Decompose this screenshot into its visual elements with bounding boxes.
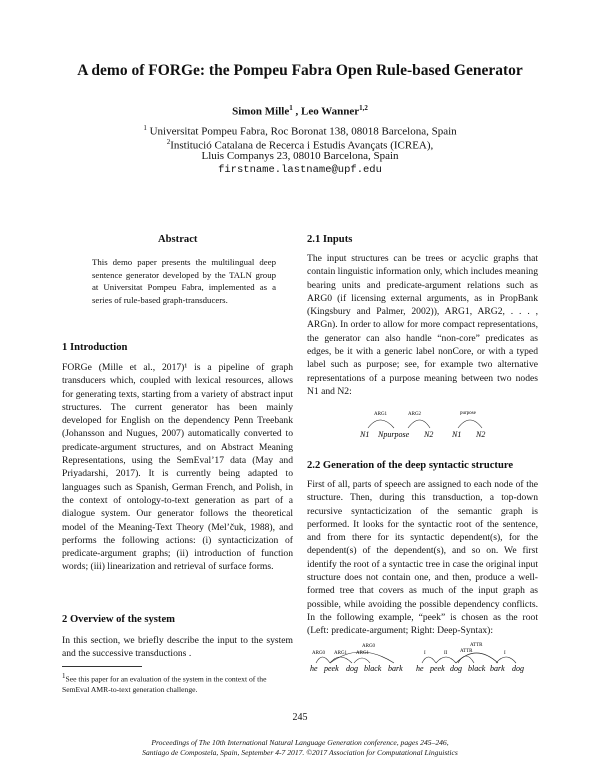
arc <box>354 658 370 663</box>
abstract-text: This demo paper presents the multilingual deep sentence generator developed by the TALN group at Universitat Pompeu Fabra, implemented as a series of rule-based graph-transducers. <box>92 257 276 305</box>
arc <box>330 657 352 663</box>
figure-2 <box>310 641 540 673</box>
word: peek <box>430 664 445 673</box>
section-2-text: In this section, we briefly describe the input to the system and the successive transductions . <box>62 635 293 660</box>
footnote-text: See this paper for an evaluation of the system in the context of the SemEval AMR-to-text generation challenge. <box>62 674 267 694</box>
word: black <box>468 664 486 673</box>
node: N2 <box>424 430 434 439</box>
word: black <box>364 664 382 673</box>
footnote <box>62 671 292 695</box>
word: bark <box>388 664 403 673</box>
footer-line-2: Santiago de Compostela, Spain, September 4-7 2017. ©2017 Association for Computational Linguistics <box>142 748 458 757</box>
section-2-1-text: The input structures can be trees or acyclic graphs that contain linguistic information only, which includes meaning bearing units and predicate-argument relations such as ARG0 (if licensing external arguments, as in PropBank (Kingsbury and Palmer, 2002)), ARG1, ARG2, . . . , ARGn). In order to allow for more compact representations, the generator can also handle “non-core” predicates as edges, be it with a generic label nonCore, or with a typed label such as purpose; see, for example two alternative representations of a purpose meaning between two nodes N1 and N2: <box>307 253 538 397</box>
node: N1 <box>360 430 370 439</box>
paper-title: A demo of FORGe: the Pompeu Fabra Open Rule-based Generator <box>77 62 523 79</box>
arc-label: I <box>504 651 506 656</box>
arc-label: ATTR <box>470 643 483 648</box>
arc-label: II <box>444 651 448 656</box>
word: dog <box>512 664 524 673</box>
footnote-rule <box>62 666 142 667</box>
arc <box>456 653 498 663</box>
arc-label: ATTR <box>460 649 473 654</box>
node: Npurpose <box>378 430 410 439</box>
arc-purpose <box>458 420 482 428</box>
arc <box>316 657 330 663</box>
aff-text: Universitat Pompeu Fabra, Roc Boronat 138, 08018 Barcelona, Spain <box>149 125 457 138</box>
author-sep: , <box>292 105 301 118</box>
author-2: Leo Wanner <box>300 105 360 118</box>
section-2-2-heading: 2.2 Generation of the deep syntactic structure <box>307 460 514 471</box>
arc-label: ARG0 <box>312 651 326 656</box>
aff-text: Institució Catalana de Recerca i Estudis Avançats (ICREA), <box>170 139 434 152</box>
affiliation-3 <box>0 149 600 163</box>
arc-label: ARG0 <box>362 644 376 649</box>
arc <box>496 657 516 663</box>
word: he <box>416 664 424 673</box>
arc <box>458 656 474 663</box>
section-2-heading: 2 Overview of the system <box>62 614 175 625</box>
section-1-heading: 1 Introduction <box>62 342 128 353</box>
author-1-sup: 1 <box>289 104 293 112</box>
author-line <box>0 104 600 118</box>
aff-text: Lluis Companys 23, 08010 Barcelona, Spain <box>201 150 399 162</box>
arc-label: I <box>424 651 426 656</box>
footnote-mark: 1 <box>62 672 66 680</box>
arc-label: ARG1 <box>356 651 370 656</box>
arc <box>436 657 456 663</box>
word: dog <box>450 664 462 673</box>
abstract-heading: Abstract <box>158 234 198 245</box>
arc-label: ARG1 <box>334 651 348 656</box>
aff-sup: 1 <box>143 124 147 132</box>
arc-label: purpose <box>460 411 476 416</box>
node: N2 <box>476 430 486 439</box>
section-2-2-text: First of all, parts of speech are assigned to each node of the structure. Then, during this transduction, a top-down recursive syntacticization of the semantic graph is performed. It looks for the syntactic root of the sentence, and from there for its syntactic dependent(s), for the dependent(s) of the dependent(s), and so on. We first identify the root of a syntactic tree in case the original input structure does not contain one, and then, produce a well-formed tree that covers as much of the input graph as possible, while avoiding the possible dependency conflicts. In the following example, “peek” is chosen as the root (Left: predicate-argument; Right: Deep-Syntax): <box>307 479 538 637</box>
page-number: 245 <box>292 712 308 723</box>
section-2-1-heading: 2.1 Inputs <box>307 234 353 245</box>
arc-label: ARG2 <box>408 412 422 417</box>
word: dog <box>346 664 358 673</box>
word: he <box>310 664 318 673</box>
arc-arg1 <box>368 420 394 428</box>
word: bark <box>490 664 505 673</box>
proceedings-footer <box>0 738 600 758</box>
author-2-sup: 1,2 <box>359 104 368 112</box>
figure-1 <box>360 406 520 440</box>
aff-sup: 2 <box>166 138 171 146</box>
node: N1 <box>452 430 462 439</box>
section-1-text: FORGe (Mille et al., 2017)¹ is a pipeline of graph transducers which, coupled with lexical resources, allows for generating texts, starting from a variety of abstract input structures. The current generator has been mainly developed for English on the dependency Penn Treebank (Johansson and Nugues, 2007) automatically converted to predicate-argument structures, and on Abstract Meaning Representations, using the SemEval’17 data (May and Priyadarshi, 2017). It is currently being adapted to languages such as Spanish, German French, and Polish, in the context of ontology-to-text generation as part of a dialogue system. Our generator follows the theoretical model of the Meaning-Text Theory (Mel’čuk, 1988), and performs the following actions: (i) syntacticization of predicate-argument graphs; (ii) introduction of function words; (iii) linearization and retrieval of surface forms. <box>62 362 293 573</box>
arc <box>422 657 436 663</box>
email[interactable]: firstname.lastname@upf.edu <box>218 164 382 176</box>
arc-arg2 <box>408 420 430 428</box>
footer-line-1: Proceedings of The 10th International Natural Language Generation conference, pages 245–246, <box>151 738 449 747</box>
author-1: Simon Mille <box>232 105 290 118</box>
word: peek <box>324 664 339 673</box>
arc-label: ARG1 <box>374 412 388 417</box>
